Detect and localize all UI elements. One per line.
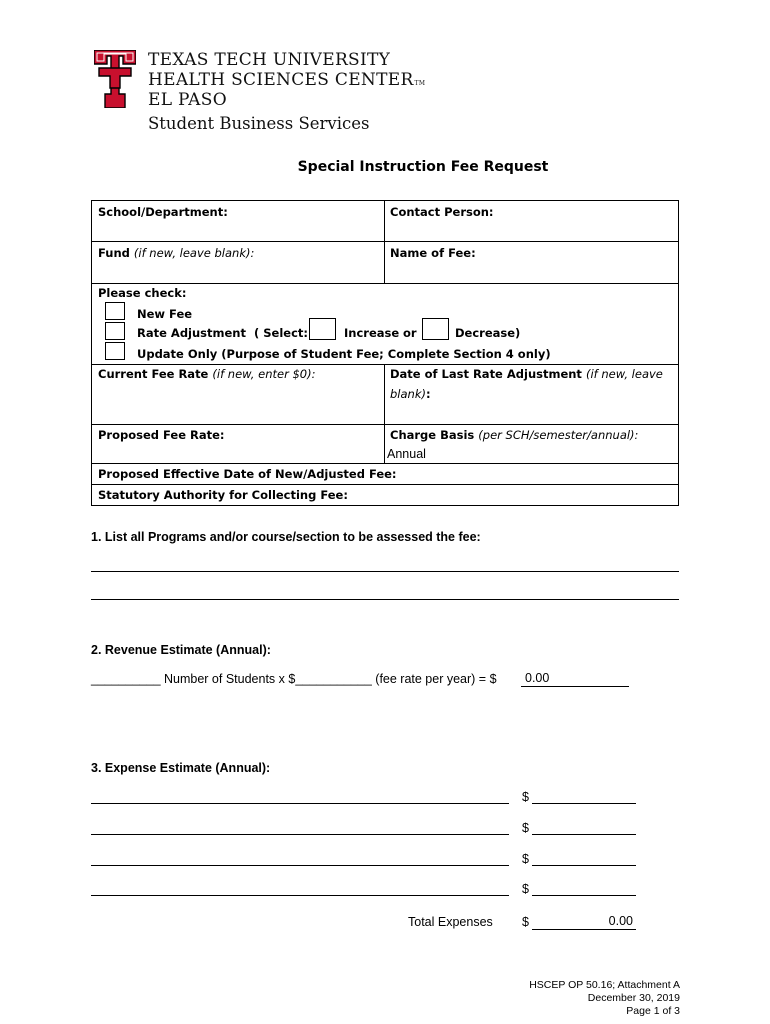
contact-person-label: Contact Person: (390, 205, 494, 219)
expense-amount-line-2[interactable] (532, 834, 636, 835)
footer-op-number: HSCEP OP 50.16; Attachment A (529, 979, 680, 991)
increase-checkbox[interactable] (309, 318, 336, 340)
statutory-authority-label: Statutory Authority for Collecting Fee: (98, 488, 348, 502)
num-students-blank[interactable]: __________ (91, 672, 161, 686)
update-only-checkbox[interactable] (105, 342, 125, 360)
date-last-adjustment-label: Date of Last Rate Adjustment (if new, leave (390, 367, 663, 381)
expense-dollar-2: $ (522, 821, 529, 835)
fee-request-table (91, 200, 679, 506)
footer-date: December 30, 2019 (587, 992, 680, 1004)
expense-dollar-3: $ (522, 852, 529, 866)
charge-basis-value[interactable]: Annual (387, 447, 426, 461)
date-last-adjustment-label-cont: blank): (390, 387, 431, 401)
total-expenses-field[interactable]: 0.00 (532, 915, 636, 930)
form-title: Special Instruction Fee Request (297, 159, 549, 175)
org-name-line1: TEXAS TECH UNIVERSITY (148, 50, 391, 70)
expense-item-line-3[interactable] (91, 865, 509, 866)
org-name-line2: HEALTH SCIENCES CENTERTM (148, 70, 426, 90)
double-t-logo-icon (94, 50, 136, 108)
total-expenses-dollar: $ (522, 915, 529, 929)
total-expenses-label: Total Expenses (408, 915, 493, 929)
section3-heading: 3. Expense Estimate (Annual): (91, 761, 271, 775)
increase-label: Increase (344, 326, 400, 340)
or-label: or (403, 326, 417, 340)
please-check-label: Please check: (98, 286, 187, 300)
expense-amount-line-4[interactable] (532, 895, 636, 896)
expense-item-line-4[interactable] (91, 895, 509, 896)
decrease-label: Decrease) (455, 326, 521, 340)
expense-item-line-2[interactable] (91, 834, 509, 835)
school-department-label: School/Department: (98, 205, 228, 219)
expense-amount-line-1[interactable] (532, 803, 636, 804)
fee-rate-blank[interactable]: ___________ (295, 672, 372, 686)
proposed-fee-rate-label: Proposed Fee Rate: (98, 428, 225, 442)
org-name-line3: EL PASO (148, 90, 227, 110)
rate-adjustment-checkbox[interactable] (105, 322, 125, 340)
charge-basis-label: Charge Basis (per SCH/semester/annual): (390, 428, 639, 442)
programs-line-1[interactable] (91, 571, 679, 572)
new-fee-checkbox[interactable] (105, 302, 125, 320)
effective-date-label: Proposed Effective Date of New/Adjusted Fee: (98, 467, 397, 481)
expense-amount-line-3[interactable] (532, 865, 636, 866)
rate-adjustment-label: Rate Adjustment (137, 326, 246, 340)
decrease-checkbox[interactable] (422, 318, 449, 340)
expense-dollar-4: $ (522, 882, 529, 896)
current-fee-rate-label: Current Fee Rate (if new, enter $0): (98, 367, 316, 381)
revenue-total-field[interactable]: 0.00 (521, 672, 629, 687)
section1-heading: 1. List all Programs and/or course/section to be assessed the fee: (91, 530, 481, 544)
expense-item-line-1[interactable] (91, 803, 509, 804)
expense-dollar-1: $ (522, 790, 529, 804)
section2-heading: 2. Revenue Estimate (Annual): (91, 643, 271, 657)
update-only-label: Update Only (Purpose of Student Fee; Complete Section 4 only) (137, 347, 551, 361)
footer-reference (529, 979, 680, 1018)
programs-line-2[interactable] (91, 599, 679, 600)
name-of-fee-label: Name of Fee: (390, 246, 476, 260)
fund-label: Fund (if new, leave blank): (98, 246, 255, 260)
revenue-estimate-row: __________ Number of Students x $___________ (fee rate per year) = $ (91, 672, 497, 686)
department-name: Student Business Services (148, 114, 370, 133)
new-fee-label: New Fee (137, 307, 193, 321)
trademark-mark: TM (414, 80, 426, 87)
select-label: ( Select: (254, 326, 308, 340)
footer-page-number: Page 1 of 3 (626, 1005, 680, 1017)
